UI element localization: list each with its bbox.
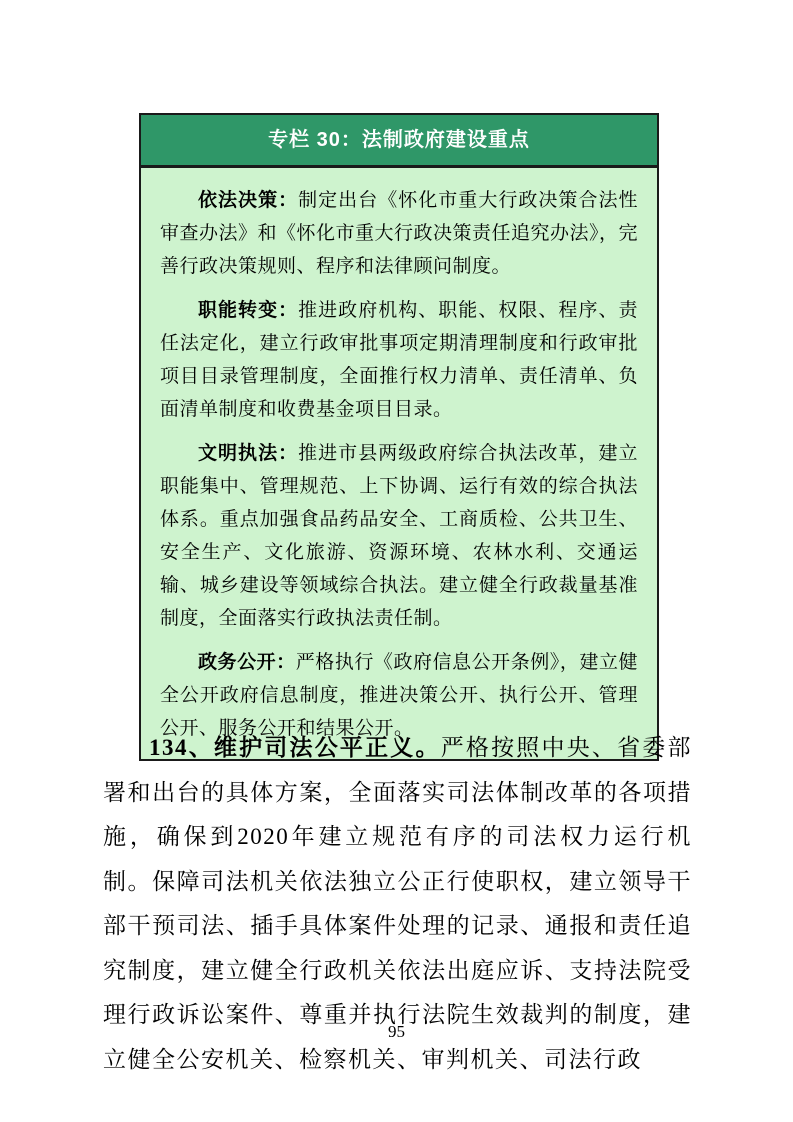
page-number: 95	[388, 1022, 405, 1041]
box-paragraph-text: 制定出台《怀化市重大行政决策合法性审查办法》和《怀化市重大行政决策责任追究办法》，完善行政决策规则、程序和法律顾问制度。	[160, 190, 639, 277]
numbered-item-text: 严格按照中央、省委部署和出台的具体方案，全面落实司法体制改革的各项措施，确保到2020年建立规范有序的司法权力运行机制。保障司法机关依法独立公正行使职权，建立领导干部干预司法、插手具体案件处理的记录、通报和责任追究制度，建立健全行政机关依法出庭应诉、支持法院受理行政诉讼案件、尊重并执行法院生效裁判的制度，建立健全公安机关、检察机关、审判机关、司法行政	[103, 735, 693, 1072]
box-paragraph-text: 严格执行《政府信息公开条例》，建立健全公开政府信息制度，推进决策公开、执行公开、管理公开、服务公开和结果公开。	[160, 652, 638, 739]
box-paragraph-label: 政务公开：	[198, 652, 296, 673]
feature-box-title: 专栏 30：法制政府建设重点	[141, 115, 657, 168]
numbered-item-heading: 134、维护司法公平正义。	[149, 735, 441, 760]
feature-box	[139, 113, 659, 761]
feature-box-body	[141, 168, 657, 759]
box-paragraph-label: 文明执法：	[198, 443, 299, 464]
box-paragraph	[160, 184, 638, 283]
box-paragraph	[160, 437, 638, 635]
box-paragraph-label: 依法决策：	[198, 190, 299, 211]
box-paragraph-text: 推进市县两级政府综合执法改革，建立职能集中、管理规范、上下协调、运行有效的综合执法体系。重点加强食品药品安全、工商质检、公共卫生、安全生产、文化旅游、资源环境、农林水利、交通运输、城乡建设等领域综合执法。建立健全行政裁量基准制度，全面落实行政执法责任制。	[160, 443, 638, 629]
box-paragraph-label: 职能转变：	[198, 300, 299, 321]
box-paragraph	[160, 294, 638, 426]
box-paragraph-text: 推进政府机构、职能、权限、程序、责任法定化，建立行政审批事项定期清理制度和行政审批项目目录管理制度，全面推行权力清单、责任清单、负面清单制度和收费基金项目目录。	[160, 300, 638, 420]
